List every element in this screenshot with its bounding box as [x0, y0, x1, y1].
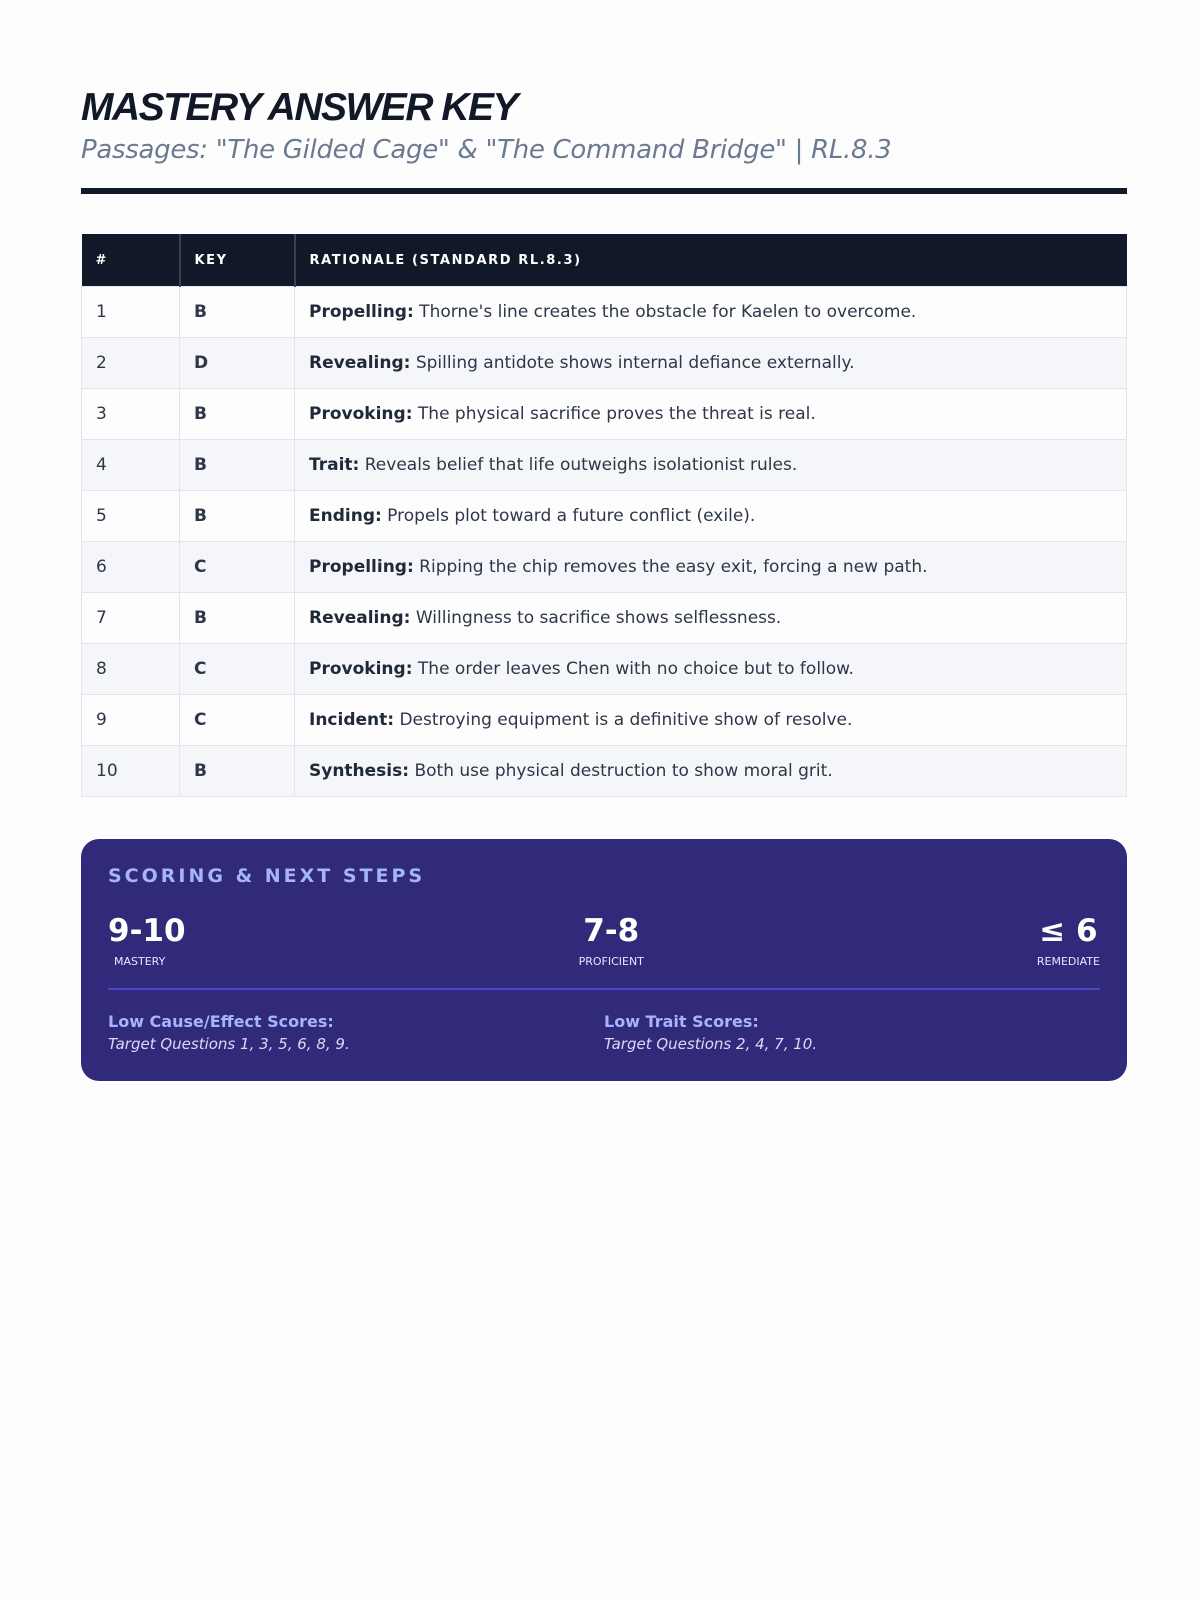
- question-number: 5: [82, 491, 180, 542]
- rationale-term: Provoking:: [309, 404, 413, 424]
- rationale-text: The order leaves Chen with no choice but to follow.: [412, 659, 854, 679]
- rationale-text: Propels plot toward a future conflict (exile).: [381, 506, 756, 526]
- rationale-cell: [295, 593, 1127, 644]
- column-header-rationale: RATIONALE (STANDARD RL.8.3): [295, 234, 1127, 287]
- question-number: 6: [82, 542, 180, 593]
- rationale-cell: [295, 644, 1127, 695]
- rationale-cell: [295, 746, 1127, 797]
- note-body: Target Questions 2, 4, 7, 10.: [604, 1035, 818, 1053]
- answer-key: B: [180, 593, 295, 644]
- answer-key: D: [180, 338, 295, 389]
- note-cause-effect: [108, 1012, 604, 1053]
- question-number: 10: [82, 746, 180, 797]
- rationale-text: Both use physical destruction to show moral grit.: [409, 761, 833, 781]
- table-row: [82, 746, 1127, 797]
- page-subtitle: Passages: "The Gilded Cage" & "The Command Bridge" | RL.8.3: [81, 135, 892, 165]
- scoring-panel: [81, 839, 1127, 1081]
- table-row: [82, 542, 1127, 593]
- rationale-cell: [295, 440, 1127, 491]
- rationale-term: Trait:: [309, 455, 360, 475]
- score-band-mastery: [108, 913, 186, 968]
- table-row: [82, 491, 1127, 542]
- rationale-cell: [295, 491, 1127, 542]
- answer-key-table: [81, 234, 1127, 797]
- next-steps-notes: [108, 1012, 1100, 1053]
- answer-key: B: [180, 440, 295, 491]
- column-header-key: KEY: [180, 234, 295, 287]
- title-divider: [81, 188, 1127, 194]
- rationale-term: Revealing:: [309, 608, 411, 628]
- band-score: 9-10: [108, 913, 186, 949]
- table-row: [82, 287, 1127, 338]
- band-score: 7-8: [583, 913, 640, 949]
- answer-key: C: [180, 542, 295, 593]
- table-row: [82, 644, 1127, 695]
- page-title: MASTERY ANSWER KEY: [81, 86, 518, 129]
- question-number: 7: [82, 593, 180, 644]
- rationale-term: Provoking:: [309, 659, 413, 679]
- band-label: PROFICIENT: [578, 955, 644, 968]
- table-header-row: [82, 234, 1127, 287]
- rationale-term: Propelling:: [309, 557, 414, 577]
- score-band-remediate: [1037, 913, 1100, 968]
- rationale-text: Reveals belief that life outweighs isolationist rules.: [359, 455, 798, 475]
- note-title: Low Trait Scores:: [604, 1012, 759, 1031]
- answer-key-page: [81, 84, 1127, 1081]
- answer-key: B: [180, 491, 295, 542]
- rationale-cell: [295, 542, 1127, 593]
- question-number: 9: [82, 695, 180, 746]
- note-trait: [604, 1012, 1100, 1053]
- answer-key: B: [180, 287, 295, 338]
- rationale-term: Synthesis:: [309, 761, 410, 781]
- rationale-text: Thorne's line creates the obstacle for Kaelen to overcome.: [413, 302, 917, 322]
- rationale-cell: [295, 287, 1127, 338]
- rationale-cell: [295, 695, 1127, 746]
- table-row: [82, 593, 1127, 644]
- band-label: MASTERY: [114, 955, 166, 968]
- question-number: 1: [82, 287, 180, 338]
- table-row: [82, 695, 1127, 746]
- rationale-term: Propelling:: [309, 302, 414, 322]
- rationale-text: Destroying equipment is a definitive show of resolve.: [394, 710, 853, 730]
- question-number: 4: [82, 440, 180, 491]
- rationale-text: Spilling antidote shows internal defiance externally.: [410, 353, 855, 373]
- rationale-text: Ripping the chip removes the easy exit, forcing a new path.: [413, 557, 928, 577]
- score-bands: [108, 913, 1100, 990]
- answer-key: C: [180, 644, 295, 695]
- question-number: 8: [82, 644, 180, 695]
- rationale-term: Ending:: [309, 506, 382, 526]
- band-score: ≤ 6: [1039, 913, 1098, 949]
- rationale-term: Incident:: [309, 710, 395, 730]
- table-row: [82, 389, 1127, 440]
- question-number: 3: [82, 389, 180, 440]
- table-row: [82, 338, 1127, 389]
- rationale-text: Willingness to sacrifice shows selflessness.: [410, 608, 782, 628]
- rationale-cell: [295, 338, 1127, 389]
- table-body: [82, 287, 1127, 797]
- note-body: Target Questions 1, 3, 5, 6, 8, 9.: [108, 1035, 350, 1053]
- answer-key: B: [180, 746, 295, 797]
- note-title: Low Cause/Effect Scores:: [108, 1012, 334, 1031]
- rationale-text: The physical sacrifice proves the threat is real.: [412, 404, 816, 424]
- rationale-term: Revealing:: [309, 353, 411, 373]
- table-row: [82, 440, 1127, 491]
- score-band-proficient: [579, 913, 644, 968]
- scoring-heading: SCORING & NEXT STEPS: [108, 865, 426, 887]
- answer-key: B: [180, 389, 295, 440]
- answer-key: C: [180, 695, 295, 746]
- column-header-number: #: [82, 234, 180, 287]
- question-number: 2: [82, 338, 180, 389]
- band-label: REMEDIATE: [1036, 955, 1100, 968]
- rationale-cell: [295, 389, 1127, 440]
